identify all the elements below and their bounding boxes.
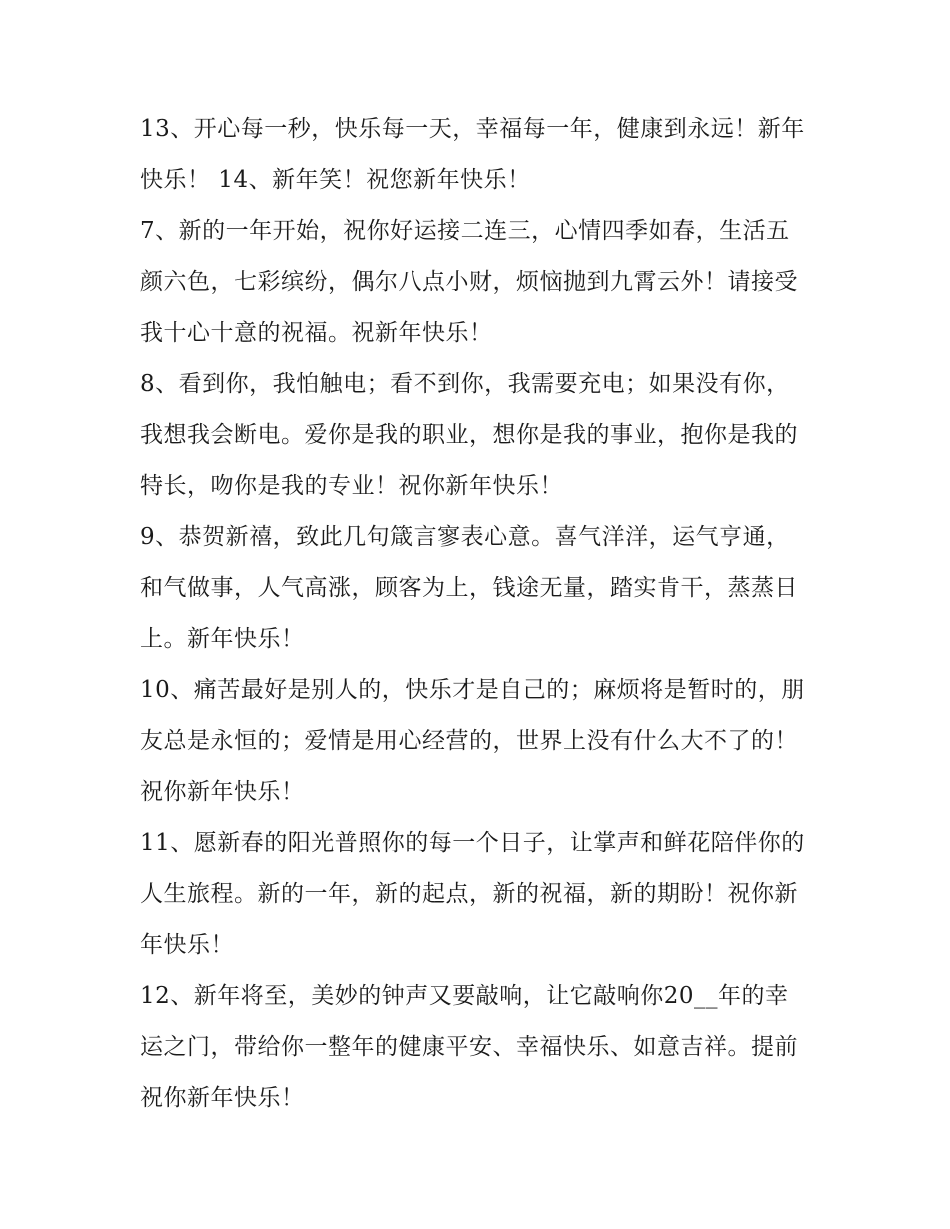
document-page [140,104,812,1124]
greeting-paragraph-7: 7、新的一年开始，祝你好运接二连三，心情四季如春，生活五颜六色，七彩缤纷，偶尔八点小财，烦恼抛到九霄云外！请接受我十心十意的祝福。祝新年快乐！ [140,218,798,346]
greeting-paragraph-11: 11、愿新春的阳光普照你的每一个日子，让掌声和鲜花陪伴你的人生旅程。新的一年，新的起点，新的祝福，新的期盼！祝你新年快乐！ [140,830,805,958]
greeting-paragraph-9: 9、恭贺新禧，致此几句箴言寥表心意。喜气洋洋，运气亨通，和气做事，人气高涨，顾客为上，钱途无量，踏实肯干，蒸蒸日上。新年快乐！ [140,524,798,652]
greeting-paragraph-12: 12、新年将至，美妙的钟声又要敲响，让它敲响你20__年的幸运之门，带给你一整年的健康平安、幸福快乐、如意吉祥。提前祝你新年快乐！ [140,983,798,1111]
greeting-paragraph-10: 10、痛苦最好是别人的，快乐才是自己的；麻烦将是暂时的，朋友总是永恒的；爱情是用心经营的，世界上没有什么大不了的！祝你新年快乐！ [140,677,805,805]
greeting-paragraph-8: 8、看到你，我怕触电；看不到你，我需要充电；如果没有你，我想我会断电。爱你是我的职业，想你是我的事业，抱你是我的特长，吻你是我的专业！祝你新年快乐！ [140,371,798,499]
greeting-paragraph-13-14: 13、开心每一秒，快乐每一天，幸福每一年，健康到永远！新年快乐！ 14、新年笑！祝您新年快乐！ [140,116,805,193]
